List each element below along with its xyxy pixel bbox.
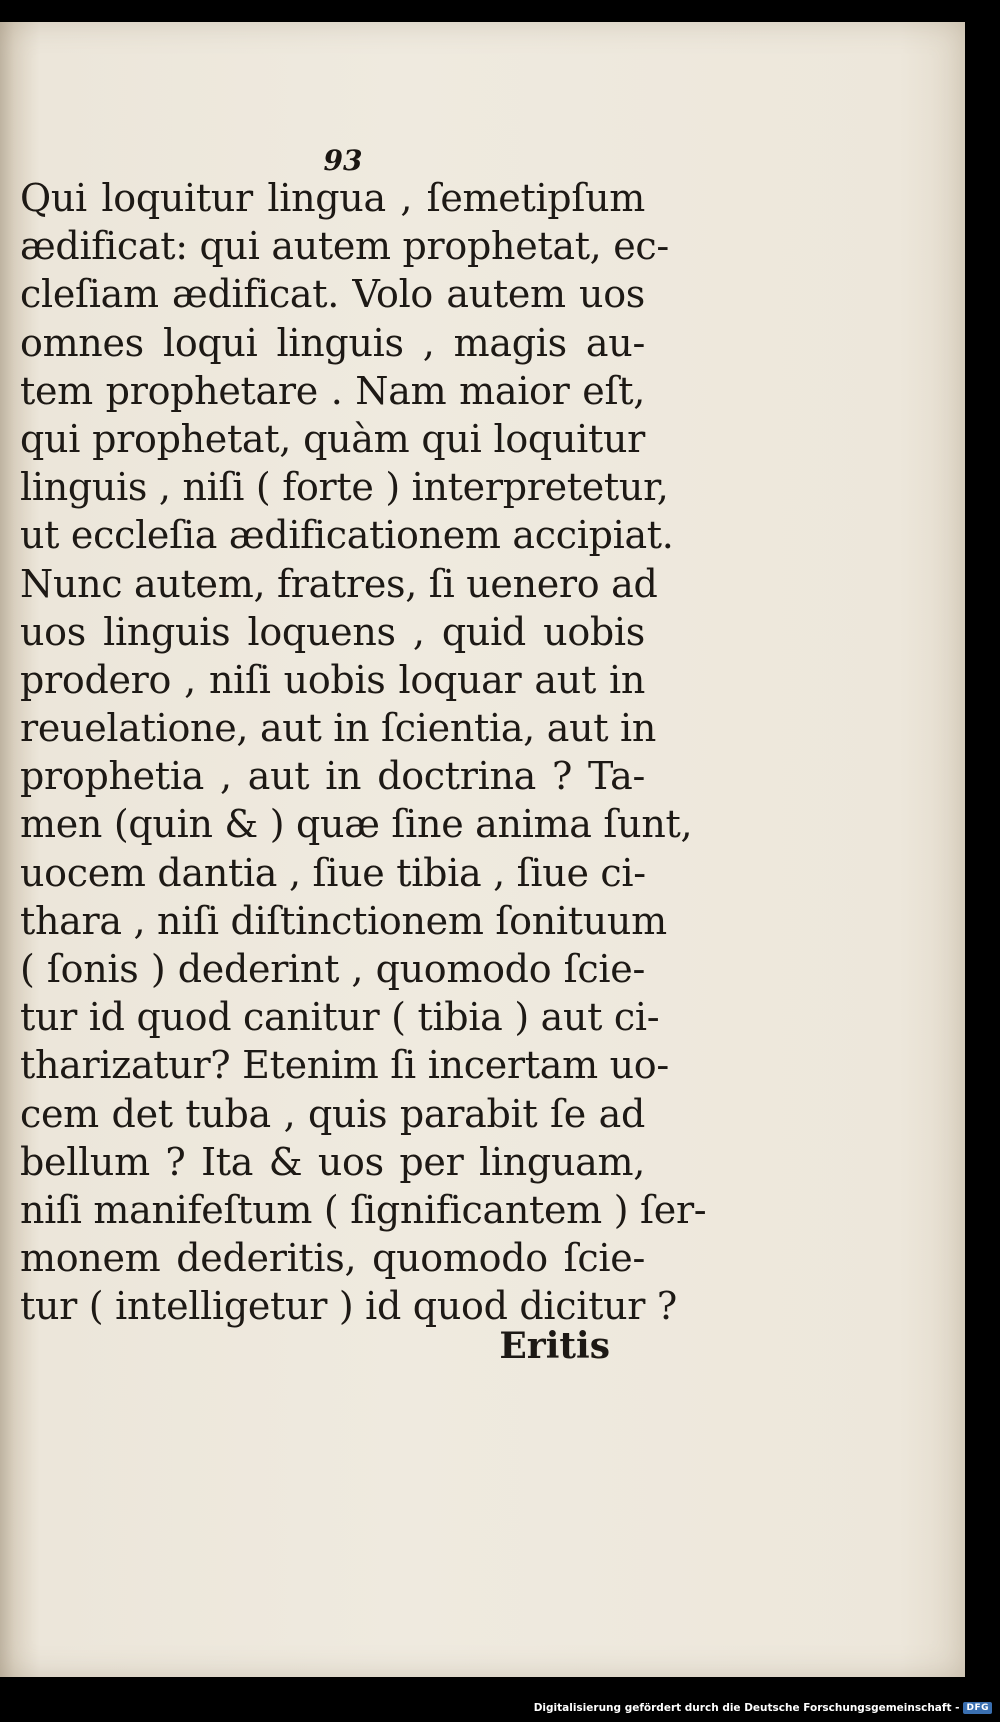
- text-line: niſi manifeſtum ( ſignificantem ) ſer-: [20, 1187, 707, 1232]
- text-line: uocem dantia , ſiue tibia , ſiue ci-: [20, 850, 646, 895]
- book-page: [0, 22, 965, 1677]
- text-line: Nunc autem, fratres, ſi uenero ad: [20, 561, 658, 606]
- text-line: tur ( intelligetur ) id quod dicitur ?: [20, 1284, 677, 1329]
- text-line: prophetia , aut in doctrina ? Ta-: [20, 754, 645, 799]
- text-block: [20, 174, 707, 1331]
- text-line: thara , niſi diſtinctionem ſonituum: [20, 898, 667, 943]
- text-line: reuelatione, aut in ſcientia, aut in: [20, 706, 657, 751]
- text-line: monem dederitis, quomodo ſcie-: [20, 1236, 645, 1281]
- text-line: linguis , niſi ( forte ) interpretetur,: [20, 465, 669, 510]
- catchword: Eritis: [499, 1325, 610, 1367]
- text-line: cem det tuba , quis parabit ſe ad: [20, 1091, 645, 1136]
- text-line: bellum ? Ita & uos per linguam,: [20, 1139, 645, 1184]
- text-line: ut eccleſia ædificationem accipiat.: [20, 513, 674, 558]
- text-line: qui prophetat, quàm qui loquitur: [20, 416, 645, 461]
- dfg-logo-icon: DFG: [963, 1702, 992, 1714]
- text-line: tem prophetare . Nam maior eſt,: [20, 368, 645, 413]
- text-line: men (quin & ) quæ ſine anima ſunt,: [20, 802, 693, 847]
- text-line: Qui loquitur lingua , ſemetipſum: [20, 176, 645, 220]
- text-line: cleſiam ædificat. Volo autem uos: [20, 272, 645, 317]
- credit-text: Digitalisierung gefördert durch die Deutsche Forschungsgemeinschaft -: [533, 1702, 960, 1714]
- page-number: 93: [323, 144, 363, 177]
- text-line: ædificat: qui autem prophetat, ec-: [20, 224, 669, 269]
- text-line: tharizatur? Etenim ſi incertam uo-: [20, 1043, 669, 1088]
- digitization-credit: [534, 1702, 992, 1714]
- text-line: prodero , niſi uobis loquar aut in: [20, 657, 645, 702]
- text-line: uos linguis loquens , quid uobis: [20, 609, 645, 654]
- text-line: tur id quod canitur ( tibia ) aut ci-: [20, 995, 660, 1040]
- text-line: omnes loqui linguis , magis au-: [20, 320, 645, 365]
- text-line: ( ſonis ) dederint , quomodo ſcie-: [20, 947, 645, 991]
